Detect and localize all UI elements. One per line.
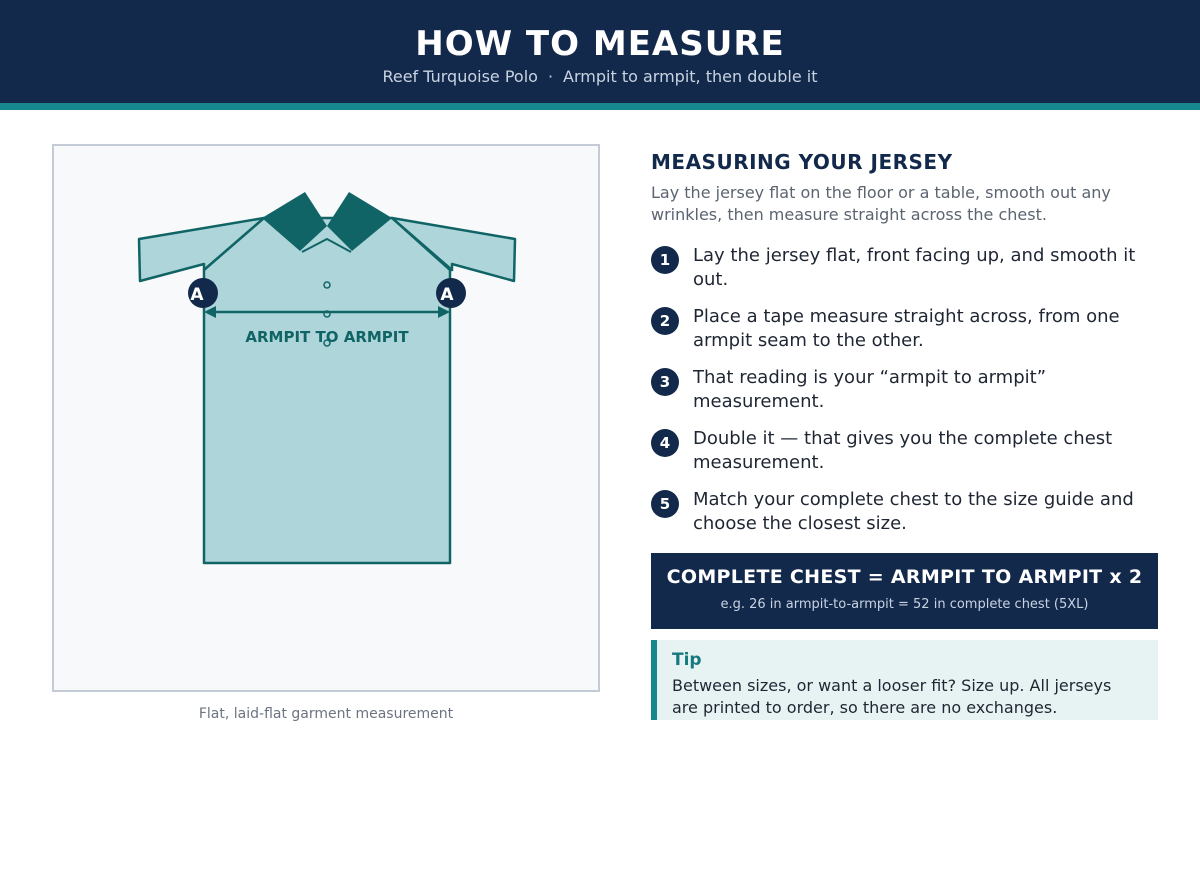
step-number-badge: 4 xyxy=(651,429,679,457)
header-accent-bar xyxy=(0,103,1200,110)
page-subtitle xyxy=(0,67,1200,86)
method-summary: Armpit to armpit, then double it xyxy=(563,67,818,86)
step-text: That reading is your “armpit to armpit” measurement. xyxy=(693,367,1047,412)
tip-text: Between sizes, or want a looser fit? Size up. All jerseys are printed to order, so there are no exchanges. xyxy=(672,676,1112,717)
step-item xyxy=(651,427,1158,475)
formula-example: e.g. 26 in armpit-to-armpit = 52 in complete chest (5XL) xyxy=(720,597,1089,612)
step-text: Double it — that gives you the complete chest measurement. xyxy=(693,428,1113,473)
step-number-badge: 3 xyxy=(651,368,679,396)
step-item xyxy=(651,244,1158,292)
intro-text: Lay the jersey flat on the floor or a table, smooth out any wrinkles, then measure straight across the chest. xyxy=(651,183,1111,224)
measurement-label: ARMPIT TO ARMPIT xyxy=(245,328,409,346)
step-text: Match your complete chest to the size guide and choose the closest size. xyxy=(693,489,1134,534)
tip-title: Tip xyxy=(672,650,702,670)
step-number-badge: 5 xyxy=(651,490,679,518)
step-text: Place a tape measure straight across, from one armpit seam to the other. xyxy=(693,306,1120,351)
formula-text: COMPLETE CHEST = ARMPIT TO ARMPIT x 2 xyxy=(666,566,1143,588)
steps-list xyxy=(651,244,1158,536)
page-title: HOW TO MEASURE xyxy=(415,24,785,64)
armpit-marker-left-label: A xyxy=(190,285,204,305)
subtitle-separator: · xyxy=(547,67,554,86)
tip-callout xyxy=(651,640,1158,720)
armpit-marker-right-label: A xyxy=(440,285,454,305)
section-title: MEASURING YOUR JERSEY xyxy=(651,150,953,174)
step-number-badge: 2 xyxy=(651,307,679,335)
product-name: Reef Turquoise Polo xyxy=(382,67,538,86)
step-item xyxy=(651,305,1158,353)
step-text: Lay the jersey flat, front facing up, and smooth it out. xyxy=(693,245,1136,290)
diagram-caption: Flat, laid-flat garment measurement xyxy=(198,706,454,722)
step-item xyxy=(651,366,1158,414)
instructions-panel xyxy=(651,150,1158,549)
measurement-diagram xyxy=(52,144,600,692)
step-number-badge: 1 xyxy=(651,246,679,274)
jersey-body xyxy=(204,218,450,563)
formula-banner xyxy=(651,553,1158,629)
polo-illustration xyxy=(54,146,598,690)
page-header xyxy=(0,0,1200,103)
step-item xyxy=(651,488,1158,536)
